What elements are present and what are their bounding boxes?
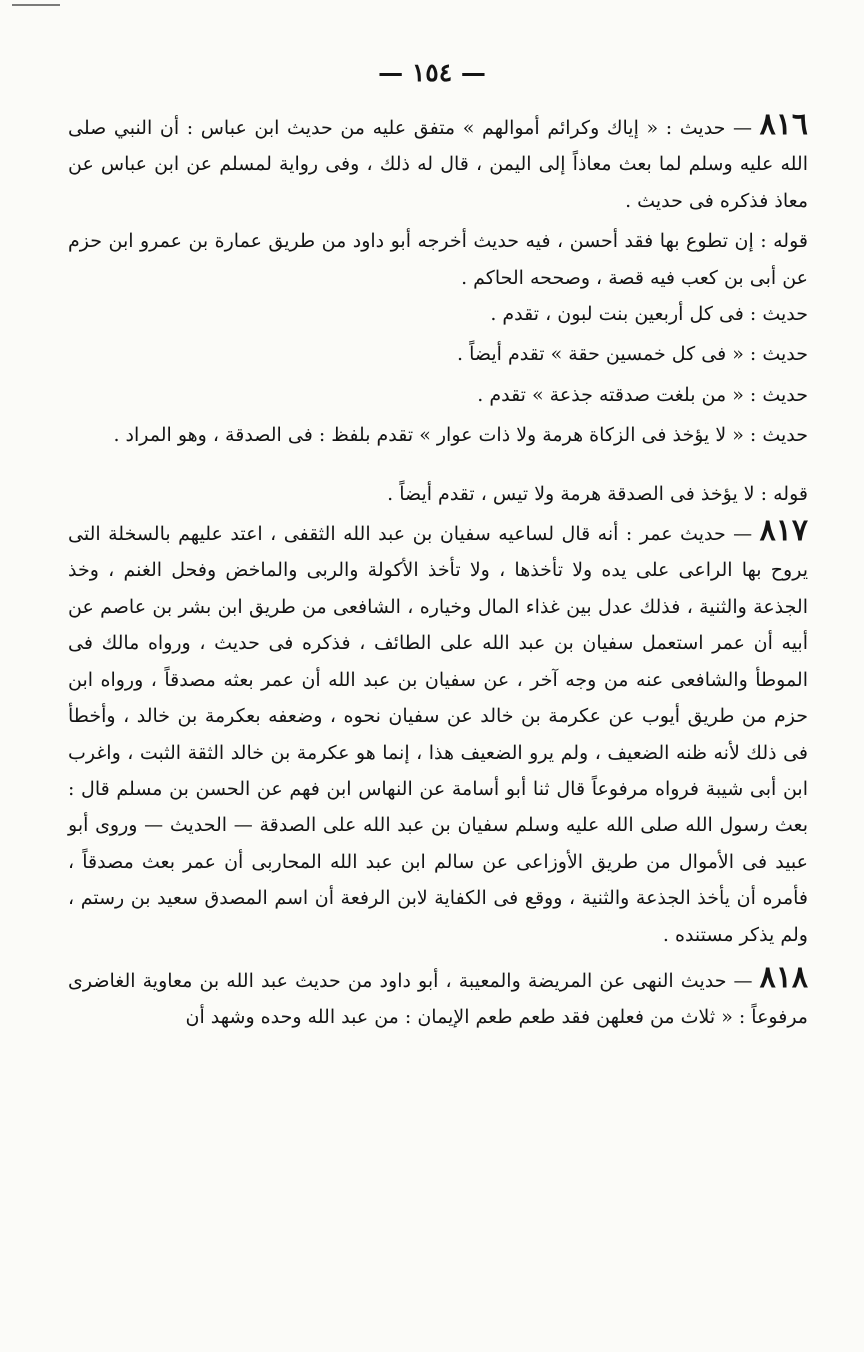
- hadith-entry-817: [68, 513, 808, 953]
- hadith-number: ٨١٨: [759, 959, 808, 995]
- paragraph-qawluh-tatawwu: قوله : إن تطوع بها فقد أحسن ، فيه حديث أخرجه أبو داود من طريق عمارة بن عمرو ابن حزم عن أبى بن كعب فيه قصة ، وصححه الحاكم .: [68, 230, 808, 289]
- hadith-text: — حديث النهى عن المريضة والمعيبة ، أبو داود من حديث عبد الله بن معاوية الغاضرى مرفوعاً : « ثلاث من فعلهن فقد طعم طعم الإيمان : من عبد الله وحده وشهد أن: [68, 969, 808, 1029]
- hadith-entry-818: [68, 959, 808, 1036]
- paragraph-qawluh-tays: قوله : لا يؤخذ فى الصدقة هرمة ولا تيس ، تقدم أيضاً .: [387, 482, 808, 505]
- hadith-entry-816: [68, 107, 808, 219]
- paragraph-hiqqa: حديث : « فى كل خمسين حقة » تقدم أيضاً .: [457, 343, 808, 366]
- hadith-number: ٨١٧: [759, 513, 808, 549]
- paragraph-harima: حديث : « لا يؤخذ فى الزكاة هرمة ولا ذات عوار » تقدم بلفظ : فى الصدقة ، وهو المراد .: [113, 424, 808, 447]
- hadith-text: — حديث : « إياك وكرائم أموالهم » متفق عليه من حديث ابن عباس : أن النبي صلى الله عليه وسلم لما بعث معاذاً إلى اليمن ، قال له ذلك ، وفى رواية لمسلم عن ابن عباس عن معاذ فذكره فى حديث .: [68, 117, 808, 212]
- scan-mark: [12, 4, 60, 10]
- page-body: [68, 107, 808, 1036]
- hadith-text: — حديث عمر : أنه قال لساعيه سفيان بن عبد الله الثقفى ، اعتد عليهم بالسخلة التى يروح بها الراعى على يده ولا تأخذها ، ولا تأخذ الأكولة والربى والماخض وفحل الغنم ، وخذ الجذعة والثنية ، فذلك عدل بين غذاء المال وخياره ، الشافعى من طريق ابن بشر بن عاصم عن أبيه أن عمر استعمل سفيان بن عبد الله على الطائف ، فذكره فى حديث ، ورواه مالك فى الموطأ والشافعى عنه من وجه آخر ، عن سفيان بن عبد الله أن عمر بعثه مصدقاً ، ورواه ابن حزم من طريق أيوب عن عكرمة بن خالد عن سفيان نحوه ، وضعفه بعكرمة بن خالد ، وأخطأ فى ذلك لأنه ظنه الضعيف ، ولم يرو الضعيف هذا ، إنما هو عكرمة بن خالد الثقة الثبت ، واغرب ابن أبى شيبة فرواه مرفوعاً قال ثنا أبو أسامة عن النهاس ابن فهم عن الحسن بن مسلم قال : بعث رسول الله صلى الله عليه وسلم سفيان بن عبد الله على الصدقة — الحديث — وروى أبو عبيد فى الأموال من طريق الأوزاعى عن سالم ابن عبد الله المحاربى أن عمر بعث مصدقاً ، فأمره أن يأخذ الجذعة والثنية ، ووقع فى الكفاية لابن الرفعة أن اسم المصدق سعيد بن رستم ، ولم يذكر مستنده .: [68, 523, 808, 946]
- hadith-number: ٨١٦: [759, 107, 808, 142]
- paragraph-jadha: حديث : « من بلغت صدقته جذعة » تقدم .: [477, 383, 808, 406]
- paragraph-bint-labun: حديث : فى كل أربعين بنت لبون ، تقدم .: [490, 303, 808, 326]
- page-number: — ١٥٤ —: [378, 58, 486, 87]
